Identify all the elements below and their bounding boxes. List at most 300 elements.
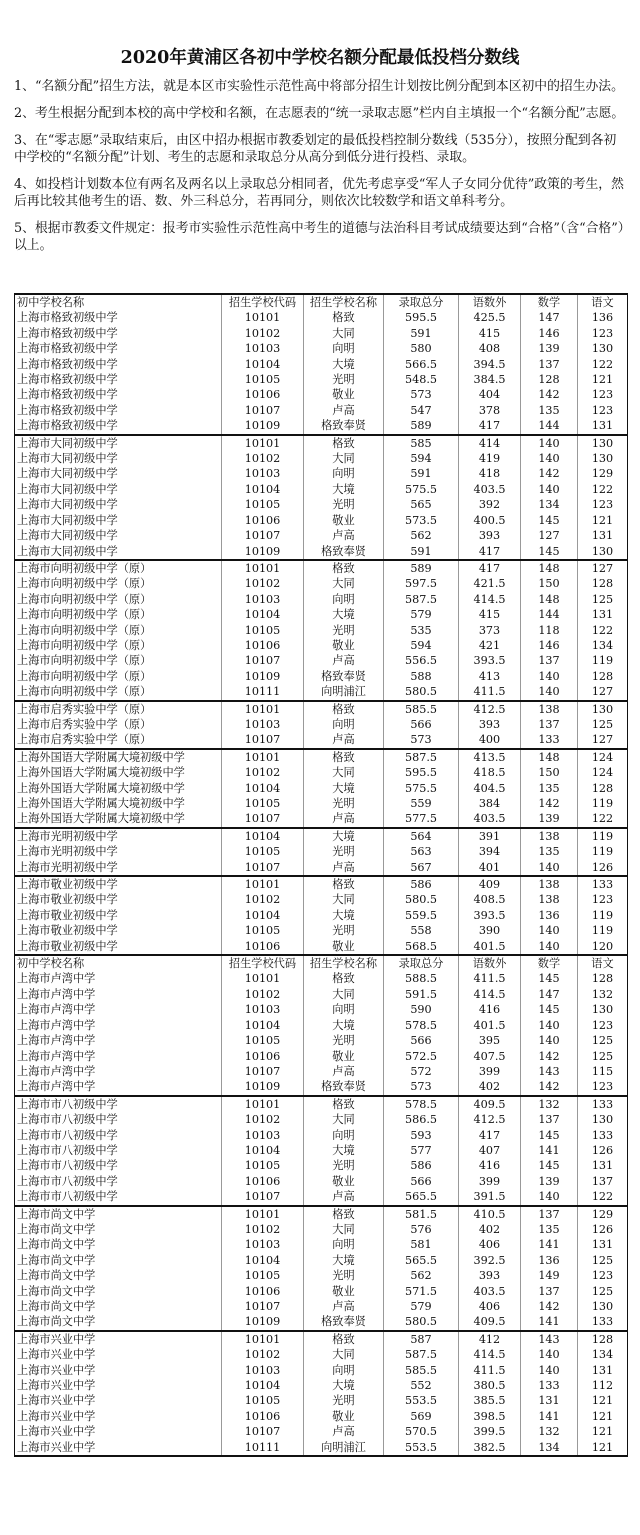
table-cell: 127 [578,560,628,576]
school-name-cell: 上海市格致初级中学 [15,310,222,325]
table-cell: 393 [459,528,521,543]
table-cell: 10104 [222,781,304,796]
table-cell: 大境 [304,1143,384,1158]
table-row [15,1096,628,1112]
school-name-cell: 上海市敬业初级中学 [15,876,222,892]
notes [14,78,626,264]
table-cell: 10104 [222,607,304,622]
table-cell: 10102 [222,765,304,780]
table-cell: 120 [578,939,628,955]
table-cell: 10104 [222,1253,304,1268]
school-name-cell: 上海外国语大学附属大境初级中学 [15,811,222,827]
table-cell: 409 [459,876,521,892]
table-cell: 123 [578,1018,628,1033]
table-cell: 10105 [222,1158,304,1173]
table-cell: 588 [384,669,459,684]
table-cell: 401 [459,860,521,876]
table-cell: 142 [521,796,578,811]
school-name-cell: 上海外国语大学附属大境初级中学 [15,796,222,811]
table-cell: 光明 [304,497,384,512]
table-cell: 大境 [304,1253,384,1268]
table-cell: 10101 [222,971,304,986]
table-cell: 140 [521,923,578,938]
table-cell: 136 [578,310,628,325]
table-cell: 10106 [222,513,304,528]
table-cell: 10109 [222,1314,304,1330]
table-cell: 399 [459,1174,521,1189]
table-cell: 141 [521,1143,578,1158]
table-cell: 591.5 [384,987,459,1002]
table-cell: 128 [578,971,628,986]
column-header: 招生学校代码 [222,294,304,310]
table-cell: 135 [521,844,578,859]
table-cell: 575.5 [384,482,459,497]
school-name-cell: 上海市启秀实验中学（原） [15,717,222,732]
table-cell: 142 [521,1299,578,1314]
table-cell: 131 [521,1393,578,1408]
table-row [15,1064,628,1079]
school-name-cell: 上海市尚文中学 [15,1253,222,1268]
table-cell: 142 [521,1049,578,1064]
table-cell: 552 [384,1378,459,1393]
table-cell: 10106 [222,939,304,955]
table-row [15,811,628,827]
table-cell: 大境 [304,482,384,497]
table-cell: 569 [384,1409,459,1424]
table-row [15,701,628,717]
table-cell: 135 [521,403,578,418]
table-cell: 139 [521,811,578,827]
table-cell: 564 [384,828,459,844]
table-cell: 411.5 [459,971,521,986]
table-cell: 136 [521,908,578,923]
table-cell: 10102 [222,451,304,466]
table-cell: 10103 [222,466,304,481]
table-cell: 146 [521,638,578,653]
table-cell: 10105 [222,623,304,638]
table-cell: 125 [578,1049,628,1064]
table-cell: 10111 [222,684,304,700]
table-cell: 401.5 [459,939,521,955]
table-cell: 145 [521,1158,578,1173]
school-name-cell: 上海市市八初级中学 [15,1158,222,1173]
table-cell: 敬业 [304,513,384,528]
table-cell: 10102 [222,1112,304,1127]
column-header: 招生学校代码 [222,955,304,971]
school-name-cell: 上海市卢湾中学 [15,1033,222,1048]
table-row [15,1314,628,1330]
table-cell: 向明 [304,1002,384,1017]
table-cell: 597.5 [384,576,459,591]
table-row [15,892,628,907]
table-cell: 格致 [304,1096,384,1112]
table-cell: 10107 [222,1424,304,1439]
table-cell: 589 [384,418,459,434]
table-row [15,1189,628,1205]
school-name-cell: 上海市敬业初级中学 [15,892,222,907]
school-name-cell: 上海市向明初级中学（原） [15,684,222,700]
school-name-cell: 上海市向明初级中学（原） [15,560,222,576]
table-cell: 573 [384,732,459,748]
table-cell: 144 [521,607,578,622]
table-row [15,684,628,700]
table-cell: 123 [578,1268,628,1283]
table-cell: 大境 [304,908,384,923]
table-cell: 119 [578,796,628,811]
table-cell: 130 [578,435,628,451]
table-cell: 10107 [222,528,304,543]
table-cell: 128 [578,781,628,796]
table-cell: 130 [578,544,628,560]
table-cell: 573.5 [384,513,459,528]
school-name-cell: 上海市市八初级中学 [15,1112,222,1127]
table-cell: 418.5 [459,765,521,780]
table-cell: 10102 [222,987,304,1002]
table-cell: 10104 [222,1378,304,1393]
table-cell: 10104 [222,908,304,923]
table-cell: 595.5 [384,765,459,780]
school-name-cell: 上海市兴业中学 [15,1347,222,1362]
table-cell: 119 [578,828,628,844]
table-cell: 格致奉贤 [304,1314,384,1330]
school-name-cell: 上海市卢湾中学 [15,987,222,1002]
school-name-cell: 上海市大同初级中学 [15,544,222,560]
table-header-row [15,294,628,310]
table-cell: 向明 [304,1363,384,1378]
table-cell: 149 [521,1268,578,1283]
table-row [15,482,628,497]
school-name-cell: 上海市格致初级中学 [15,418,222,434]
table-cell: 格致 [304,1331,384,1347]
table-cell: 587.5 [384,1347,459,1362]
table-cell: 134 [521,497,578,512]
table-row [15,592,628,607]
table-row [15,1299,628,1314]
table-cell: 敬业 [304,638,384,653]
table-row [15,1378,628,1393]
table-cell: 127 [521,528,578,543]
table-cell: 卢高 [304,1299,384,1314]
table-cell: 大境 [304,1378,384,1393]
score-table [14,293,628,1457]
table-row [15,466,628,481]
table-row [15,387,628,402]
table-row [15,435,628,451]
school-name-cell: 上海市兴业中学 [15,1440,222,1456]
table-cell: 393.5 [459,908,521,923]
table-cell: 409.5 [459,1314,521,1330]
table-row [15,987,628,1002]
column-header: 语文 [578,294,628,310]
table-cell: 137 [578,1174,628,1189]
table-cell: 145 [521,513,578,528]
school-name-cell: 上海市大同初级中学 [15,451,222,466]
table-cell: 10106 [222,638,304,653]
table-cell: 121 [578,372,628,387]
table-cell: 414.5 [459,987,521,1002]
table-cell: 398.5 [459,1409,521,1424]
table-cell: 577 [384,1143,459,1158]
table-cell: 10103 [222,1363,304,1378]
table-cell: 格致奉贤 [304,669,384,684]
table-cell: 10101 [222,1331,304,1347]
table-cell: 10105 [222,372,304,387]
table-cell: 572 [384,1064,459,1079]
table-cell: 589 [384,560,459,576]
table-row [15,1253,628,1268]
table-cell: 390 [459,923,521,938]
table-row [15,341,628,356]
table-cell: 卢高 [304,1189,384,1205]
school-name-cell: 上海市光明初级中学 [15,844,222,859]
table-row [15,732,628,748]
table-cell: 380.5 [459,1378,521,1393]
table-cell: 125 [578,1033,628,1048]
note-1: 1、“名额分配”招生方法，就是本区市实验性示范性高中将部分招生计划按比例分配到本区初中的招生办法。 [14,79,624,94]
table-cell: 591 [384,326,459,341]
school-name-cell: 上海市卢湾中学 [15,1079,222,1095]
table-cell: 139 [521,341,578,356]
school-name-cell: 上海市格致初级中学 [15,372,222,387]
table-cell: 122 [578,482,628,497]
table-row [15,513,628,528]
table-cell: 585.5 [384,1363,459,1378]
table-cell: 130 [578,451,628,466]
table-cell: 559 [384,796,459,811]
table-cell: 10107 [222,1064,304,1079]
table-cell: 格致 [304,749,384,765]
table-row [15,781,628,796]
table-cell: 大同 [304,765,384,780]
table-cell: 146 [521,326,578,341]
table-cell: 137 [521,653,578,668]
table-cell: 140 [521,669,578,684]
table-cell: 384.5 [459,372,521,387]
table-cell: 光明 [304,372,384,387]
table-cell: 格致 [304,971,384,986]
note-4: 4、如投档计划数本位有两名及两名以上录取总分相同者，优先考虑享受“军人子女同分优待”政策的考生，然后再比较其他考生的语、数、外三科总分，若再同分，则依次比较数学和语文单科考分。 [14,177,624,209]
table-row [15,1409,628,1424]
table-cell: 125 [578,592,628,607]
table-cell: 595.5 [384,310,459,325]
table-cell: 格致奉贤 [304,1079,384,1095]
table-cell: 133 [578,1096,628,1112]
table-cell: 10109 [222,418,304,434]
table-cell: 392 [459,497,521,512]
table-row [15,876,628,892]
table-row [15,1284,628,1299]
school-name-cell: 上海市向明初级中学（原） [15,669,222,684]
table-cell: 382.5 [459,1440,521,1456]
table-cell: 136 [521,1253,578,1268]
table-cell: 406 [459,1299,521,1314]
table-cell: 413.5 [459,749,521,765]
table-cell: 122 [578,623,628,638]
table-cell: 卢高 [304,732,384,748]
table-cell: 10103 [222,717,304,732]
school-name-cell: 上海市市八初级中学 [15,1143,222,1158]
table-cell: 373 [459,623,521,638]
table-cell: 10103 [222,1128,304,1143]
table-cell: 121 [578,1393,628,1408]
table-cell: 414.5 [459,1347,521,1362]
table-cell: 10104 [222,1143,304,1158]
table-cell: 150 [521,765,578,780]
table-cell: 大同 [304,892,384,907]
table-cell: 光明 [304,1393,384,1408]
school-name-cell: 上海市格致初级中学 [15,387,222,402]
table-cell: 光明 [304,1268,384,1283]
table-cell: 580.5 [384,684,459,700]
table-row [15,971,628,986]
table-cell: 大同 [304,1347,384,1362]
table-cell: 134 [578,638,628,653]
table-cell: 392.5 [459,1253,521,1268]
table-cell: 556.5 [384,653,459,668]
table-cell: 向明 [304,592,384,607]
table-cell: 407.5 [459,1049,521,1064]
school-name-cell: 上海市大同初级中学 [15,497,222,512]
table-cell: 127 [578,684,628,700]
table-row [15,1268,628,1283]
table-cell: 572.5 [384,1049,459,1064]
table-cell: 566 [384,1033,459,1048]
school-name-cell: 上海市尚文中学 [15,1299,222,1314]
table-cell: 137 [521,717,578,732]
table-row [15,749,628,765]
table-cell: 150 [521,576,578,591]
table-cell: 404 [459,387,521,402]
table-cell: 格致 [304,876,384,892]
table-cell: 403.5 [459,482,521,497]
table-cell: 412 [459,1331,521,1347]
table-row [15,939,628,955]
table-cell: 142 [521,1079,578,1095]
table-cell: 138 [521,828,578,844]
table-cell: 139 [521,1174,578,1189]
school-name-cell: 上海市向明初级中学（原） [15,623,222,638]
table-cell: 131 [578,528,628,543]
table-row [15,372,628,387]
table-cell: 565.5 [384,1253,459,1268]
table-cell: 586 [384,1158,459,1173]
table-cell: 敬业 [304,387,384,402]
table-cell: 121 [578,1424,628,1439]
table-cell: 121 [578,1409,628,1424]
table-cell: 123 [578,403,628,418]
table-cell: 敬业 [304,939,384,955]
table-cell: 10102 [222,326,304,341]
table-cell: 10109 [222,669,304,684]
table-cell: 130 [578,1299,628,1314]
table-cell: 10107 [222,732,304,748]
table-cell: 385.5 [459,1393,521,1408]
table-cell: 10104 [222,357,304,372]
table-cell: 敬业 [304,1049,384,1064]
table-cell: 格致 [304,701,384,717]
table-row [15,638,628,653]
table-cell: 10107 [222,403,304,418]
table-cell: 131 [578,1158,628,1173]
table-cell: 140 [521,435,578,451]
school-name-cell: 上海市尚文中学 [15,1284,222,1299]
table-cell: 570.5 [384,1424,459,1439]
table-row [15,560,628,576]
table-cell: 138 [521,701,578,717]
table-cell: 10106 [222,1174,304,1189]
table-cell: 138 [521,892,578,907]
table-cell: 125 [578,1253,628,1268]
table-cell: 594 [384,638,459,653]
table-cell: 140 [521,939,578,955]
school-name-cell: 上海市大同初级中学 [15,435,222,451]
school-name-cell: 上海市卢湾中学 [15,971,222,986]
school-name-cell: 上海市尚文中学 [15,1222,222,1237]
table-row [15,1237,628,1252]
table-cell: 401.5 [459,1018,521,1033]
table-cell: 417 [459,1128,521,1143]
table-cell: 10101 [222,435,304,451]
table-cell: 587.5 [384,592,459,607]
table-cell: 133 [578,1128,628,1143]
table-cell: 10106 [222,1284,304,1299]
table-cell: 391.5 [459,1189,521,1205]
table-cell: 10102 [222,1347,304,1362]
school-name-cell: 上海市尚文中学 [15,1268,222,1283]
table-cell: 137 [521,1284,578,1299]
table-cell: 137 [521,357,578,372]
table-cell: 127 [578,732,628,748]
table-row [15,326,628,341]
table-row [15,844,628,859]
table-cell: 138 [521,876,578,892]
table-cell: 大境 [304,1018,384,1033]
column-header: 数学 [521,955,578,971]
table-row [15,1049,628,1064]
table-row [15,1002,628,1017]
table-cell: 417 [459,418,521,434]
school-name-cell: 上海市市八初级中学 [15,1189,222,1205]
table-cell: 118 [521,623,578,638]
table-cell: 133 [578,1314,628,1330]
table-cell: 140 [521,1033,578,1048]
table-cell: 399.5 [459,1424,521,1439]
table-cell: 10105 [222,796,304,811]
table-cell: 393 [459,717,521,732]
table-row [15,418,628,434]
table-cell: 10101 [222,1096,304,1112]
table-cell: 407 [459,1143,521,1158]
table-cell: 卢高 [304,1424,384,1439]
table-cell: 卢高 [304,1064,384,1079]
table-cell: 585.5 [384,701,459,717]
table-cell: 148 [521,560,578,576]
school-name-cell: 上海市向明初级中学（原） [15,638,222,653]
table-row [15,860,628,876]
table-cell: 134 [521,1440,578,1456]
table-cell: 394.5 [459,357,521,372]
table-cell: 135 [521,1222,578,1237]
table-cell: 格致奉贤 [304,418,384,434]
table-cell: 581 [384,1237,459,1252]
table-cell: 132 [521,1096,578,1112]
table-cell: 415 [459,607,521,622]
table-cell: 393 [459,1268,521,1283]
table-cell: 418 [459,466,521,481]
table-cell: 140 [521,1363,578,1378]
table-cell: 413 [459,669,521,684]
table-cell: 大境 [304,607,384,622]
